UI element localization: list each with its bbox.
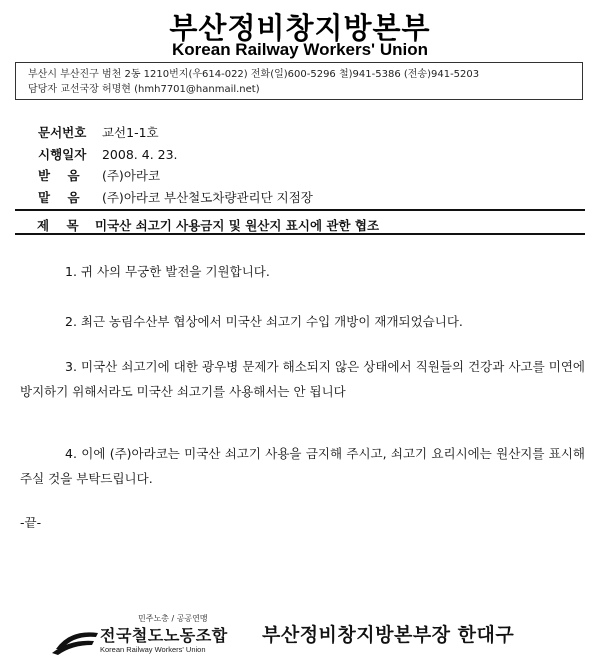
meta-label: 맡 음 [38, 190, 80, 205]
org-subtitle: Korean Railway Workers' Union [172, 40, 428, 59]
meta-row-date [38, 145, 178, 163]
meta-label: 받 음 [38, 168, 80, 183]
meta-value: 2008. 4. 23. [101, 147, 178, 162]
end-mark: -끝- [20, 515, 42, 530]
contact-line-address: 부산시 부산진구 범천 2동 1210번지(우614-022) 전화(일)600-5296 철)941-5386 (전송)941-5203 [28, 69, 480, 80]
meta-row-recipient [38, 166, 160, 184]
union-affiliation: 민주노총 / 공공연맹 [138, 614, 208, 623]
sender-signature: 부산정비창지방본부장 한대구 [262, 624, 515, 646]
meta-row-doc-number [38, 123, 159, 141]
meta-label: 시행일자 [38, 147, 87, 162]
subject-row [15, 209, 585, 235]
contact-box [15, 62, 583, 100]
paragraph-3: 3. 미국산 쇠고기에 대한 광우병 문제가 해소되지 않은 상태에서 직원들의 건강과 사고를 미연에 방지하기 위해서라도 미국산 쇠고기를 사용해서는 안 됩니다 [20, 359, 585, 399]
meta-row-reference [38, 188, 313, 206]
union-name: 전국철도노동조합 [100, 626, 228, 645]
meta-value: (주)아라코 부산철도차량관리단 지점장 [101, 190, 313, 205]
subject-text: 미국산 쇠고기 사용금지 및 원산지 표시에 관한 협조 [95, 218, 380, 233]
paragraph-2: 2. 최근 농림수산부 협상에서 미국산 쇠고기 수입 개방이 재개되었습니다. [65, 314, 463, 329]
union-name-english: Korean Railway Workers' Union [100, 645, 206, 654]
meta-value: (주)아라코 [101, 168, 161, 183]
paragraph-4: 4. 이에 (주)아라코는 미국산 쇠고기 사용을 금지해 주시고, 쇠고기 요리시에는 원산지를 표시해 주실 것을 부탁드립니다. [20, 446, 585, 486]
meta-label: 문서번호 [38, 125, 87, 140]
paragraph-1: 1. 귀 사의 무궁한 발전을 기원합니다. [65, 264, 270, 279]
org-title: 부산정비창지방본부 [169, 11, 431, 45]
subject-label: 제 목 [37, 218, 79, 233]
meta-value: 교선1-1호 [101, 125, 159, 140]
contact-line-person: 담당자 교선국장 허명현 (hmh7701@hanmail.net) [28, 84, 260, 95]
